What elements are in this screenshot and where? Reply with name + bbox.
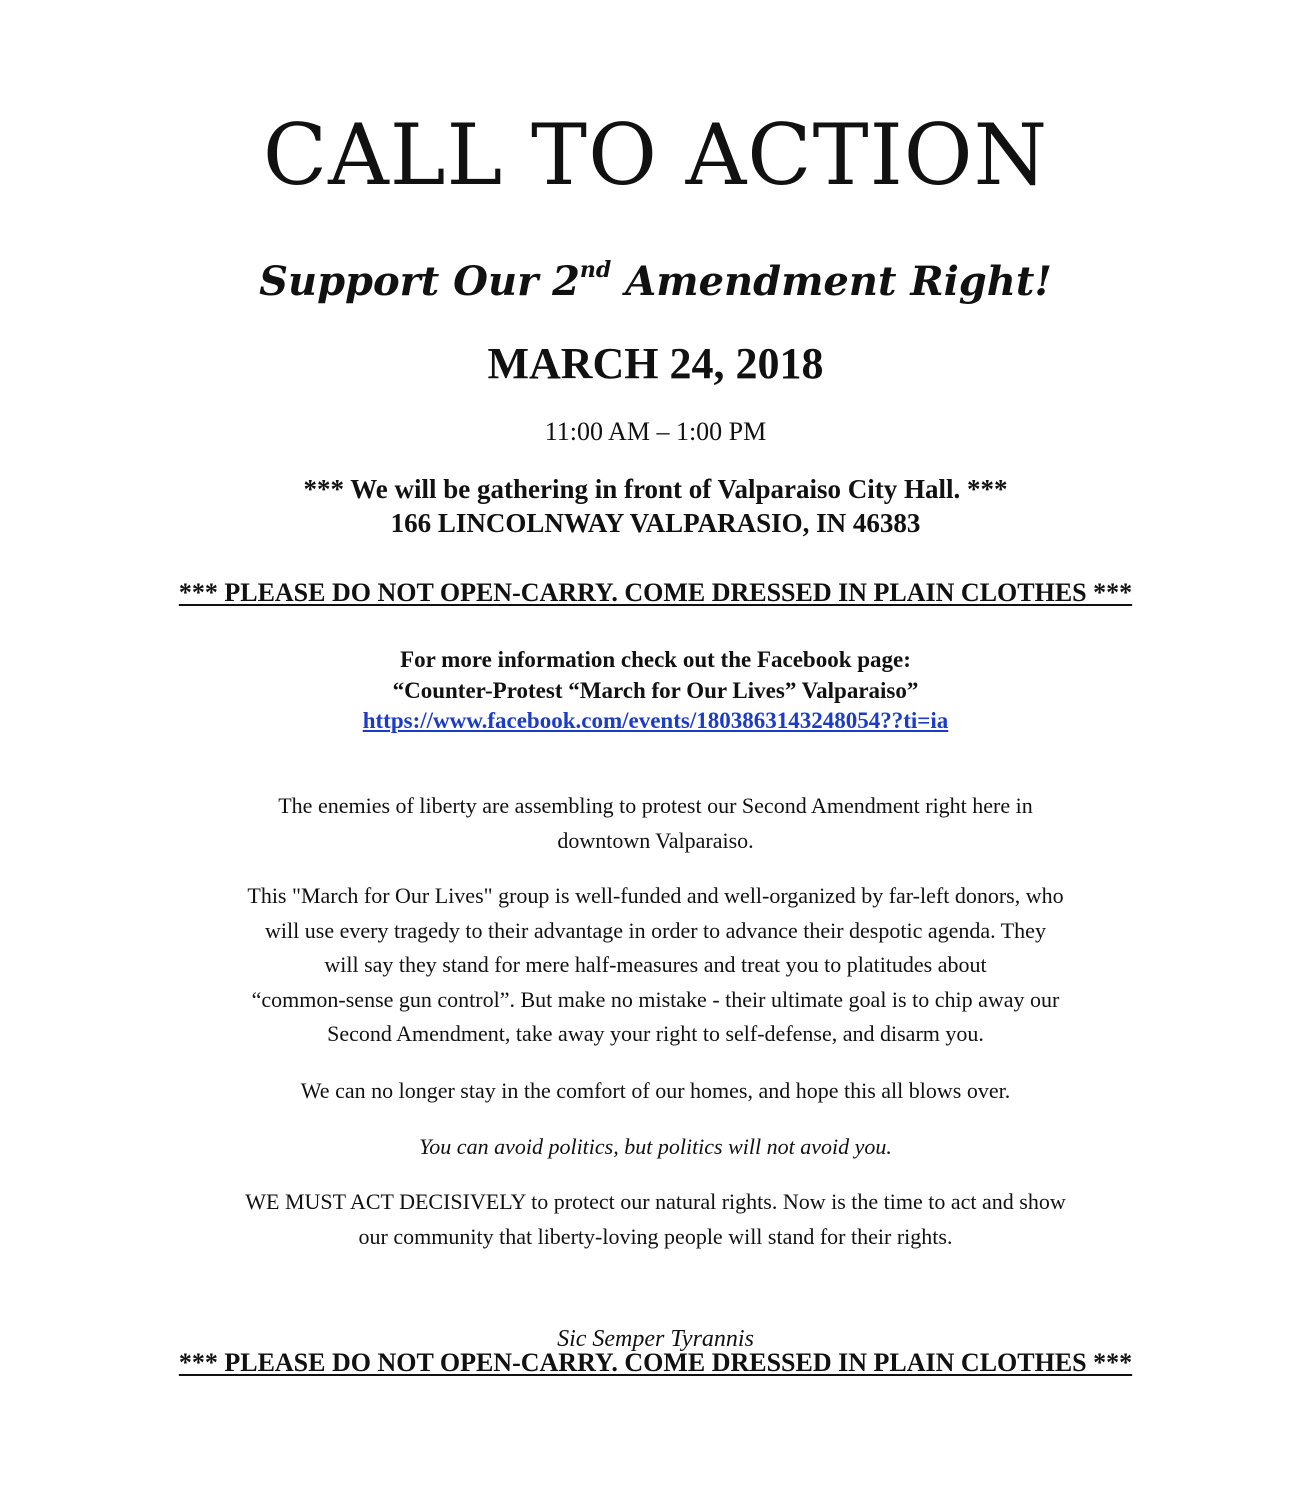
paragraph-1-line: downtown Valparaiso. — [557, 827, 754, 853]
paragraph-2-line: Second Amendment, take away your right to self-defense, and disarm you. — [327, 1021, 984, 1046]
paragraph-2-line: This "March for Our Lives" group is well-funded and well-organized by far-left donors, who — [247, 883, 1064, 908]
paragraph-1 — [0, 789, 1311, 858]
subtitle-pre: Support Our 2 — [259, 258, 580, 305]
subtitle — [0, 250, 1311, 314]
subtitle-post: Amendment Right! — [611, 258, 1052, 305]
paragraph-1-line: The enemies of liberty are assembling to protest our Second Amendment right here in — [278, 793, 1033, 818]
page-title: CALL TO ACTION — [262, 106, 1049, 204]
event-date: MARCH 24, 2018 — [487, 339, 824, 388]
info-line-2: “Counter-Protest “March for Our Lives” Valparaiso” — [392, 678, 919, 703]
facebook-link-row — [0, 706, 1311, 736]
paragraph-5-line: WE MUST ACT DECISIVELY to protect our natural rights. Now is the time to act and show — [245, 1189, 1066, 1214]
warning-bottom-text: *** PLEASE DO NOT OPEN-CARRY. COME DRESSED IN PLAIN CLOTHES *** — [178, 1348, 1133, 1377]
subtitle-superscript: nd — [579, 257, 612, 283]
paragraph-4-italic: You can avoid politics, but politics will not avoid you. — [419, 1134, 892, 1159]
paragraph-5-line: our community that liberty-loving people will stand for their rights. — [358, 1223, 953, 1249]
info-line-1: For more information check out the Facebook page: — [400, 647, 911, 672]
paragraph-5 — [0, 1185, 1311, 1254]
paragraph-2-line: will use every tragedy to their advantage in order to advance their despotic agenda. They — [265, 917, 1046, 943]
paragraph-2-line: “common-sense gun control”. But make no mistake - their ultimate goal is to chip away our — [251, 986, 1060, 1012]
paragraph-2-line: will say they stand for mere half-measures and treat you to platitudes about — [324, 952, 987, 977]
gathering-note: *** We will be gathering in front of Valparaiso City Hall. *** — [303, 474, 1008, 504]
event-address: 166 LINCOLNWAY VALPARASIO, IN 46383 — [390, 508, 921, 538]
warning-bottom — [0, 1346, 1311, 1380]
closing-motto: Sic Semper Tyrannis — [557, 1326, 754, 1352]
paragraph-2 — [0, 879, 1311, 1052]
warning-top-text: *** PLEASE DO NOT OPEN-CARRY. COME DRESSED IN PLAIN CLOTHES *** — [178, 578, 1133, 607]
facebook-event-link[interactable]: https://www.facebook.com/events/180386314324805​4??ti=ia — [362, 708, 949, 733]
event-time: 11:00 AM – 1:00 PM — [544, 417, 767, 446]
paragraph-3: We can no longer stay in the comfort of our homes, and hope this all blows over. — [300, 1078, 1011, 1103]
warning-top — [0, 576, 1311, 610]
